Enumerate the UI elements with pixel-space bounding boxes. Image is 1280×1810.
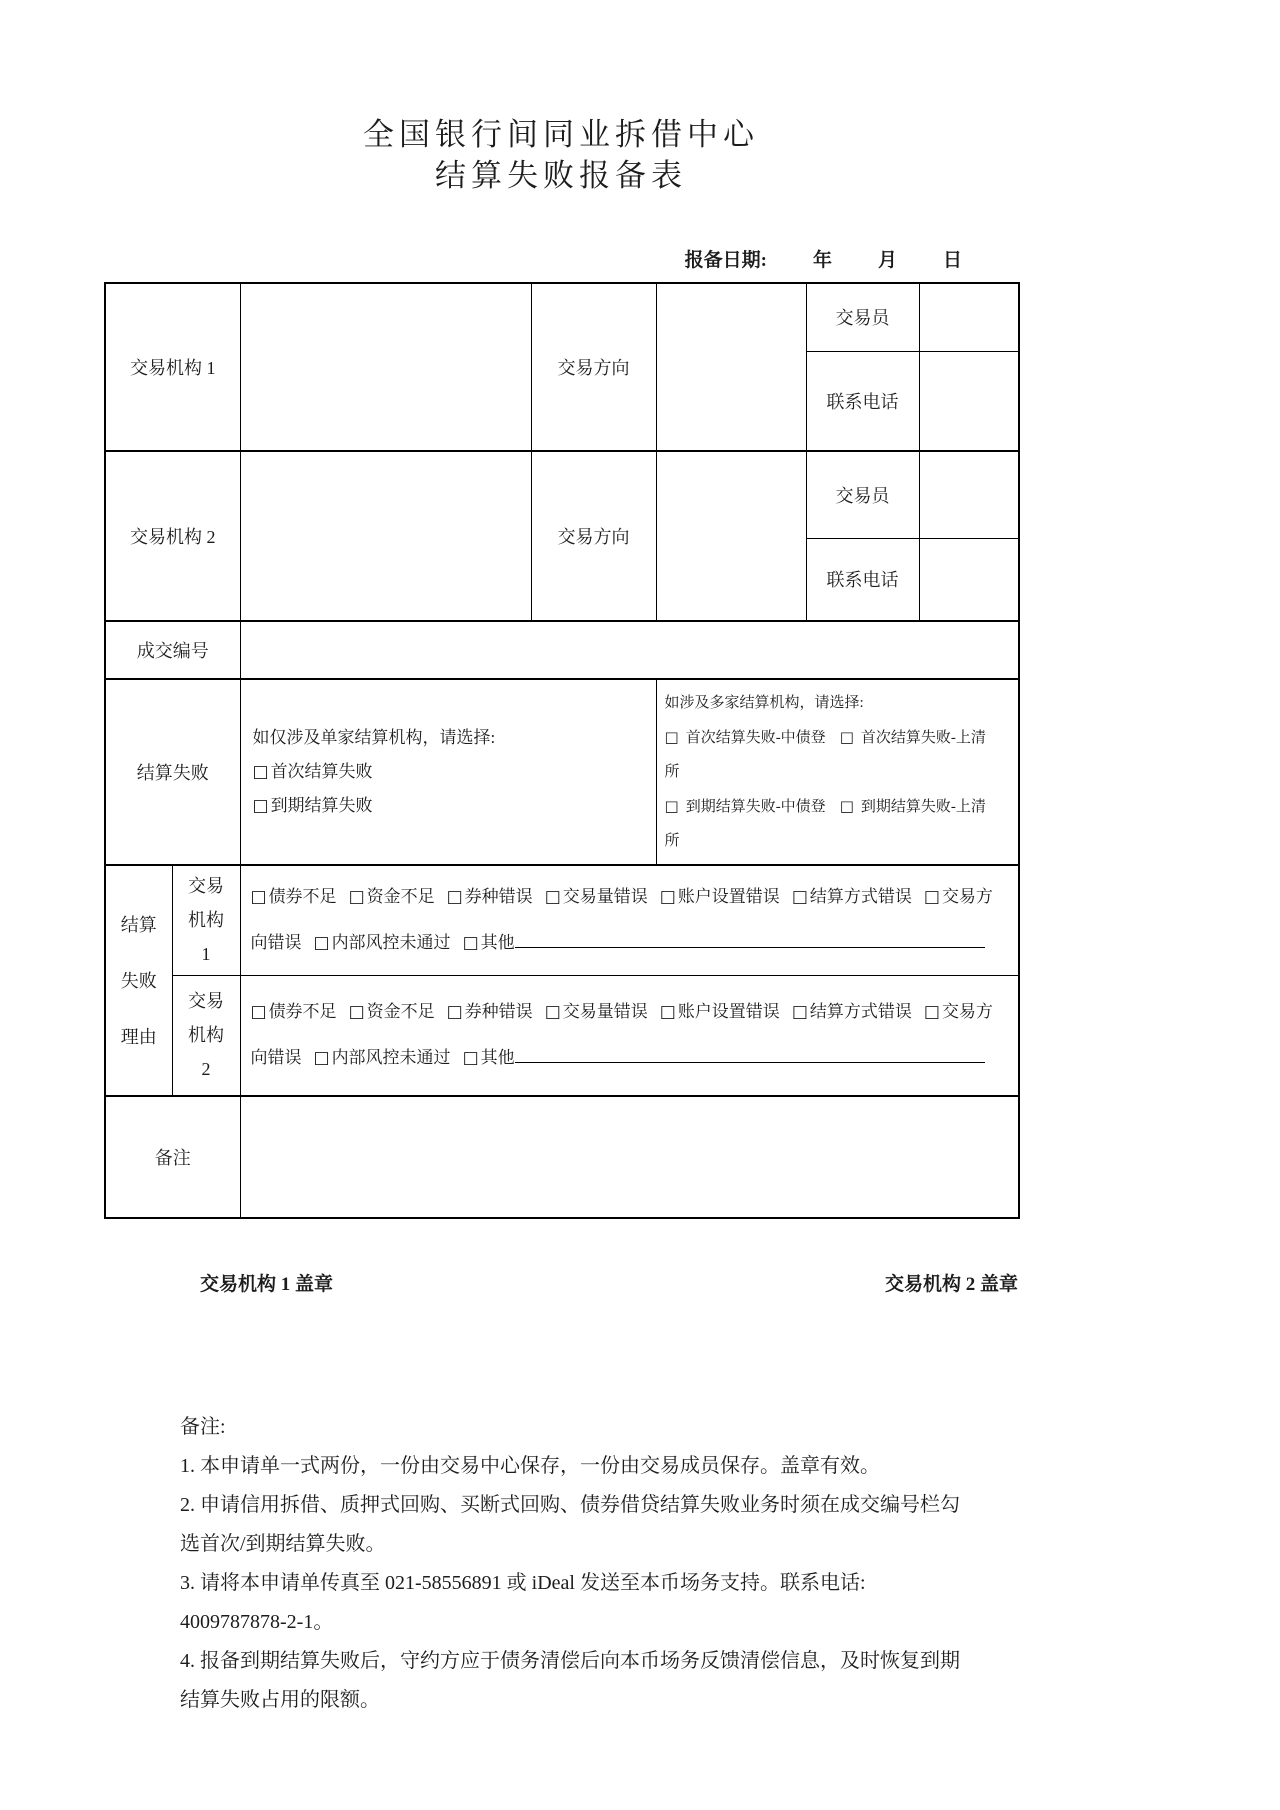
org2-direction-label-cell (531, 451, 656, 621)
org1-direction-input-cell[interactable] (656, 283, 806, 451)
checkbox-option-label: 首次结算失败-中债登 (685, 730, 826, 746)
checkbox-option[interactable] (349, 887, 435, 906)
fail-reason-label: 结算失败理由 (120, 914, 157, 1047)
checkbox-option-label: 结算方式错误 (809, 1002, 912, 1022)
checkbox-option[interactable] (792, 887, 912, 906)
settlement-failure-label: 结算失败 (136, 763, 209, 783)
other-fill-in-line[interactable] (515, 1047, 985, 1063)
remark-label: 备注 (154, 1148, 191, 1168)
report-date-month-label: 月 (877, 250, 897, 271)
org2-label: 交易机构 2 (130, 527, 216, 547)
trade-number-input-cell[interactable] (240, 621, 1019, 679)
checkbox-icon[interactable]: □ (250, 887, 267, 908)
checkbox-option-other[interactable] (463, 933, 515, 952)
checkbox-option[interactable] (349, 1002, 435, 1021)
fail-reason-org1-label-cell (172, 865, 240, 975)
checkbox-option[interactable] (665, 799, 826, 815)
org1-label: 交易机构 1 (130, 358, 216, 378)
report-date-year-label: 年 (812, 250, 832, 271)
checkbox-option[interactable] (253, 755, 644, 789)
org1-direction-label: 交易方向 (557, 358, 630, 378)
report-date-line (104, 248, 1018, 274)
checkbox-option[interactable] (447, 1002, 533, 1021)
checkbox-option[interactable] (251, 887, 337, 906)
org2-stamp-label: 交易机构 2 盖章 (884, 1274, 1018, 1295)
settlement-failure-label-cell (105, 679, 240, 865)
fail-reason-org1-options-cell (240, 865, 1019, 975)
org2-phone-input-cell[interactable] (919, 538, 1019, 621)
single-agency-options (253, 755, 644, 823)
footer-note-1: 1. 本申请单一式两份，一份由交易中心保存，一份由交易成员保存。盖章有效。 (180, 1455, 880, 1477)
remark-input-cell[interactable] (240, 1096, 1019, 1218)
multi-agency-prompt: 如涉及多家结算机构，请选择: (664, 695, 864, 711)
org1-trader-label-cell (806, 283, 919, 351)
checkbox-option[interactable] (545, 1002, 648, 1021)
trade-number-label: 成交编号 (136, 641, 209, 661)
checkbox-option-label: 交易量错误 (562, 887, 648, 907)
checkbox-option-label: 到期结算失败 (270, 796, 373, 815)
trade-number-label-cell (105, 621, 240, 679)
checkbox-icon[interactable]: □ (923, 887, 940, 908)
checkbox-icon[interactable]: □ (664, 728, 679, 746)
org2-phone-label-cell (806, 538, 919, 621)
footer-notes (104, 1408, 970, 1720)
checkbox-icon[interactable]: □ (659, 887, 676, 908)
org2-trader-label: 交易员 (835, 485, 890, 506)
checkbox-icon[interactable]: □ (791, 1002, 808, 1023)
footer-notes-heading: 备注: (180, 1416, 226, 1438)
checkbox-icon[interactable]: □ (791, 887, 808, 908)
checkbox-icon[interactable]: □ (544, 887, 561, 908)
checkbox-icon[interactable]: □ (923, 1002, 940, 1023)
checkbox-option[interactable] (314, 1048, 451, 1067)
fail-reason-org2-label-cell (172, 975, 240, 1096)
report-date-label: 报备日期: (684, 250, 767, 271)
org1-stamp-label: 交易机构 1 盖章 (200, 1274, 334, 1295)
checkbox-option-label: 到期结算失败-上清所 (664, 799, 986, 849)
checkbox-option-label: 交易方向错误 (250, 887, 993, 953)
footer-note-3: 3. 请将本申请单传真至 021-58556891 或 iDeal 发送至本币场务支持。联系电话: 4009787878-2-1。 (180, 1572, 866, 1633)
multi-agency-options-row2 (665, 789, 1011, 858)
checkbox-option[interactable] (314, 933, 451, 952)
checkbox-option-label: 内部风控未通过 (331, 1048, 451, 1068)
checkbox-option-label: 交易量错误 (562, 1002, 648, 1022)
checkbox-option-label: 债券不足 (268, 887, 337, 907)
checkbox-option-label: 债券不足 (268, 1002, 337, 1022)
checkbox-option-label: 券种错误 (464, 887, 533, 907)
checkbox-option[interactable] (545, 887, 648, 906)
fail-reason-label-cell (105, 865, 172, 1096)
checkbox-icon[interactable]: □ (462, 933, 479, 954)
checkbox-icon[interactable]: □ (659, 1002, 676, 1023)
checkbox-icon[interactable]: □ (446, 887, 463, 908)
org1-trader-label: 交易员 (835, 308, 890, 329)
checkbox-icon[interactable]: □ (252, 762, 269, 782)
org1-phone-label: 联系电话 (826, 391, 899, 412)
org1-direction-label-cell (531, 283, 656, 451)
org2-direction-label: 交易方向 (557, 527, 630, 547)
checkbox-option-label: 交易方向错误 (250, 1002, 993, 1068)
checkbox-option[interactable] (665, 730, 826, 746)
checkbox-option-label: 资金不足 (366, 887, 435, 907)
checkbox-option-label: 其他 (480, 1048, 515, 1068)
checkbox-option-label: 券种错误 (464, 1002, 533, 1022)
footer-note-4: 4. 报备到期结算失败后，守约方应于债务清偿后向本币场务反馈清偿信息，及时恢复到期结算失败占用的限额。 (180, 1650, 960, 1711)
checkbox-icon[interactable]: □ (252, 796, 269, 816)
checkbox-option-label: 资金不足 (366, 1002, 435, 1022)
org2-trader-input-cell[interactable] (919, 451, 1019, 538)
org1-name-input-cell[interactable] (240, 283, 531, 451)
checkbox-icon[interactable]: □ (544, 1002, 561, 1023)
report-form-table (104, 282, 1020, 1219)
checkbox-option[interactable] (660, 1002, 780, 1021)
single-agency-options-cell (240, 679, 656, 865)
checkbox-option-label: 其他 (480, 933, 515, 953)
checkbox-option[interactable] (792, 1002, 912, 1021)
checkbox-icon[interactable]: □ (664, 797, 679, 815)
fail-reason-org2-label: 交易机构 2 (188, 991, 224, 1080)
org1-trader-input-cell[interactable] (919, 283, 1019, 351)
multi-agency-options-row1 (665, 720, 1011, 789)
checkbox-option-label: 内部风控未通过 (331, 933, 451, 953)
checkbox-icon[interactable]: □ (250, 1002, 267, 1023)
checkbox-option-label: 账户设置错误 (677, 1002, 780, 1022)
checkbox-icon[interactable]: □ (313, 1048, 330, 1069)
org2-trader-label-cell (806, 451, 919, 538)
checkbox-option[interactable] (251, 1002, 337, 1021)
checkbox-option-label: 到期结算失败-中债登 (685, 799, 826, 815)
checkbox-option-label: 结算方式错误 (809, 887, 912, 907)
form-content (104, 0, 1018, 1720)
checkbox-icon[interactable]: □ (462, 1048, 479, 1069)
checkbox-icon[interactable]: □ (348, 887, 365, 908)
checkbox-option[interactable] (447, 887, 533, 906)
remark-label-cell (105, 1096, 240, 1218)
org2-direction-input-cell[interactable] (656, 451, 806, 621)
checkbox-icon[interactable]: □ (839, 728, 854, 746)
org2-name-input-cell[interactable] (240, 451, 531, 621)
checkbox-option-other[interactable] (463, 1048, 515, 1067)
org1-phone-label-cell (806, 351, 919, 451)
org2-label-cell (105, 451, 240, 621)
checkbox-icon[interactable]: □ (348, 1002, 365, 1023)
checkbox-icon[interactable]: □ (446, 1002, 463, 1023)
checkbox-icon[interactable]: □ (313, 933, 330, 954)
org2-phone-label: 联系电话 (826, 570, 899, 591)
form-title-line1: 全国银行间同业拆借中心 (363, 117, 759, 152)
stamp-line (104, 1269, 1018, 1296)
checkbox-option-label: 首次结算失败-上清所 (664, 730, 986, 780)
multi-agency-options-cell (656, 679, 1019, 865)
report-date-day-label: 日 (942, 250, 962, 271)
org1-phone-input-cell[interactable] (919, 351, 1019, 451)
fail-reason-org2-options-cell (240, 975, 1019, 1096)
checkbox-option-label: 首次结算失败 (270, 762, 373, 781)
form-title-line2: 结算失败报备表 (435, 158, 687, 193)
form-title (104, 0, 1018, 196)
org1-label-cell (105, 283, 240, 451)
checkbox-option-label: 账户设置错误 (677, 887, 780, 907)
fail-reason-org1-label: 交易机构 1 (188, 876, 224, 965)
checkbox-option[interactable] (253, 789, 644, 823)
single-agency-prompt: 如仅涉及单家结算机构，请选择: (252, 728, 496, 747)
checkbox-option[interactable] (660, 887, 780, 906)
footer-note-2: 2. 申请信用拆借、质押式回购、买断式回购、债券借贷结算失败业务时须在成交编号栏勾选首次/到期结算失败。 (180, 1494, 960, 1555)
checkbox-icon[interactable]: □ (839, 797, 854, 815)
other-fill-in-line[interactable] (515, 932, 985, 948)
